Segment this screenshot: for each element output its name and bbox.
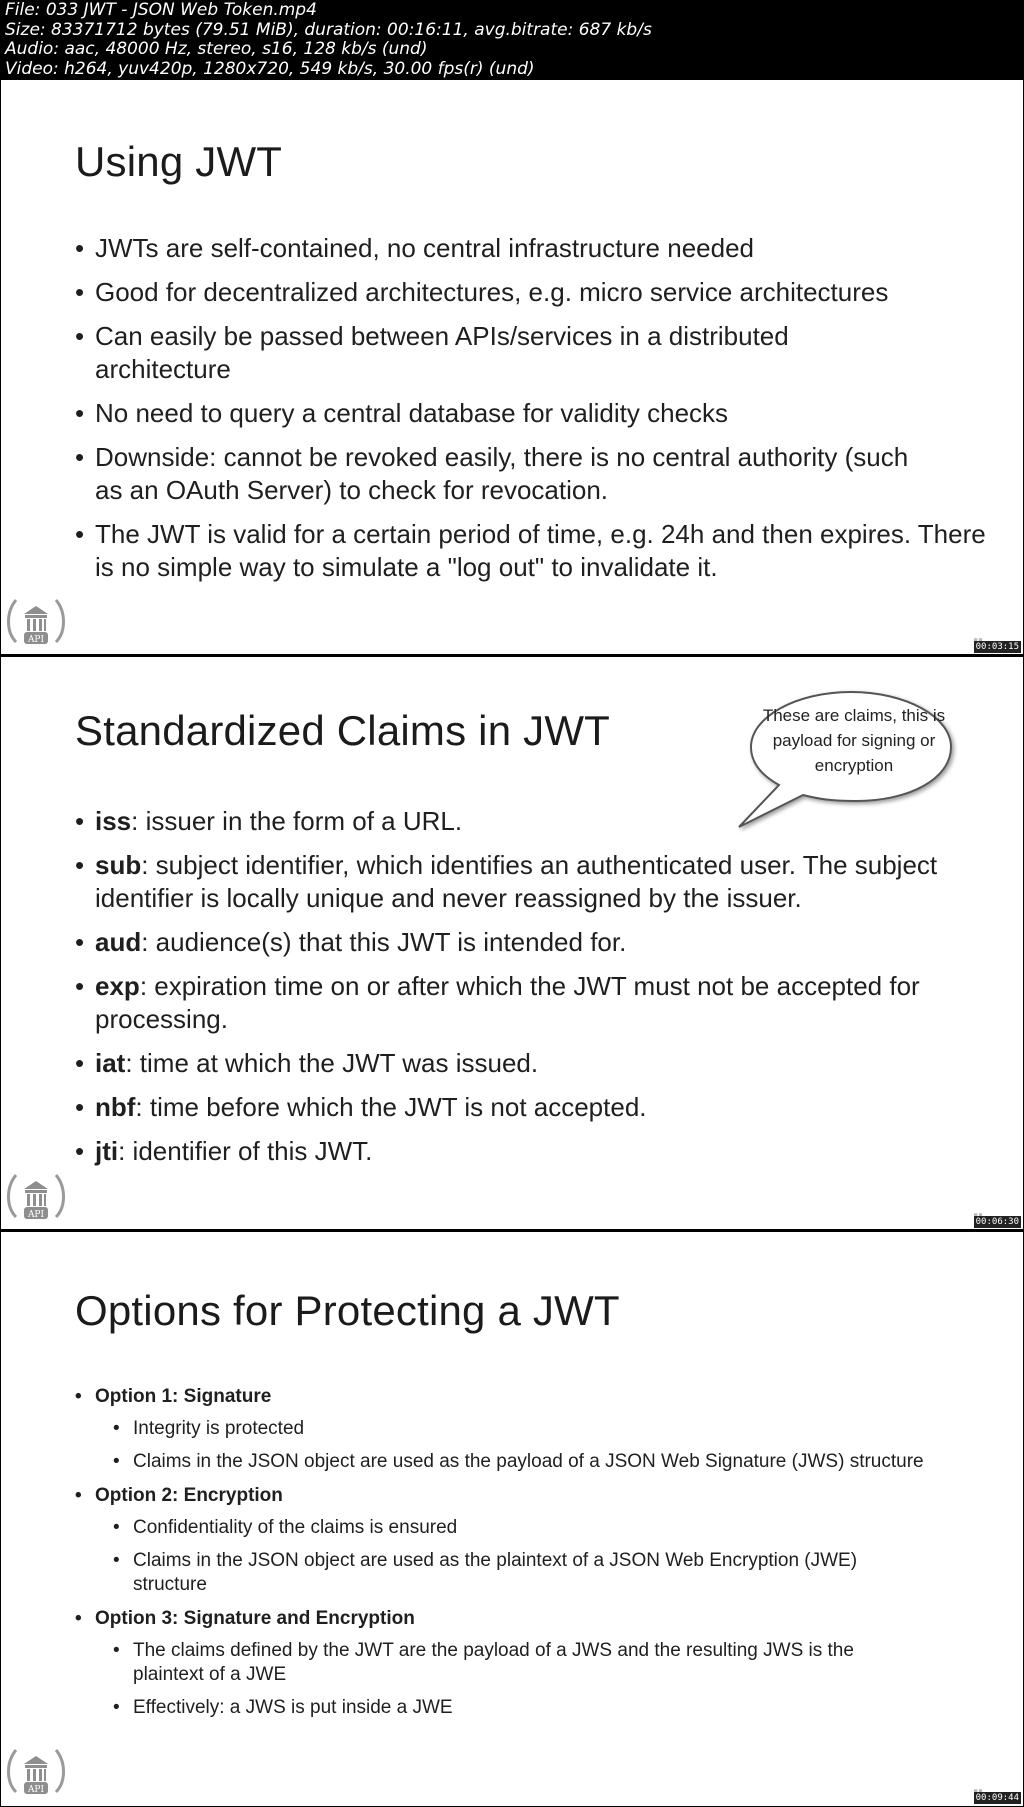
option-label: Option 3: Signature and Encryption xyxy=(95,1608,415,1629)
bullet-item: • Good for decentralized architectures, e.g. micro service architectures xyxy=(75,276,965,309)
slide-frame-3 xyxy=(1,1232,1023,1806)
slide-frame-1 xyxy=(1,80,1023,654)
claim-item xyxy=(75,1135,955,1168)
claim-key: exp xyxy=(95,971,140,1001)
api-laurel-logo-icon xyxy=(4,592,68,648)
sub-item: • Integrity is protected xyxy=(113,1417,963,1441)
file-name-line: File: 033 JWT - JSON Web Token.mp4 xyxy=(5,0,317,20)
claim-key: nbf xyxy=(95,1092,136,1122)
claim-key: jti xyxy=(95,1136,119,1166)
timestamp: 00:06:30 xyxy=(975,1217,1019,1227)
bullet-item: • Can easily be passed between APIs/services in a distributed architecture xyxy=(75,320,835,386)
option-sublist xyxy=(95,1417,975,1474)
timestamp: 00:03:15 xyxy=(975,642,1019,652)
option-label: Option 1: Signature xyxy=(95,1386,272,1407)
claim-key: aud xyxy=(95,927,142,957)
claim-text: : expiration time on or after which the JWT must not be accepted for processing. xyxy=(95,971,920,1034)
claim-item xyxy=(75,805,955,838)
size-line: Size: 83371712 bytes (79.51 MiB), duration: 00:16:11, avg.bitrate: 687 kb/s xyxy=(5,19,652,40)
claim-text: : subject identifier, which identifies an authenticated user. The subject identifier is locally unique and never reassigned by the issuer. xyxy=(95,850,938,913)
video-info-header xyxy=(0,0,1024,80)
slide-frame-2 xyxy=(1,657,1023,1229)
claim-item xyxy=(75,926,955,959)
bullet-item: • JWTs are self-contained, no central infrastructure needed xyxy=(75,232,965,265)
sub-item: • The claims defined by the JWT are the payload of a JWS and the resulting JWS is the plaintext of a JWE xyxy=(113,1639,923,1687)
bullet-item: • Downside: cannot be revoked easily, there is no central authority (such as an OAuth Server) to check for revocation. xyxy=(75,441,915,507)
option-item xyxy=(75,1606,975,1720)
bullet-list xyxy=(75,232,995,595)
video-line: Video: h264, yuv420p, 1280x720, 549 kb/s, 30.00 fps(r) (und) xyxy=(5,58,535,79)
api-laurel-logo-icon xyxy=(4,1742,68,1798)
logo-text: API xyxy=(27,635,45,645)
claim-item xyxy=(75,849,945,915)
option-sublist xyxy=(95,1516,975,1597)
claim-key: iat xyxy=(95,1048,126,1078)
claim-item xyxy=(75,1047,955,1080)
options-list xyxy=(75,1384,975,1729)
timestamp: 00:09:44 xyxy=(975,1793,1019,1803)
option-sublist xyxy=(95,1639,975,1720)
callout-text: These are claims, this is payload for signing or encryption xyxy=(762,706,946,775)
api-laurel-logo-icon xyxy=(4,1167,68,1223)
claim-text: : identifier of this JWT. xyxy=(118,1136,373,1166)
sub-item: • Claims in the JSON object are used as the payload of a JSON Web Signature (JWS) structure xyxy=(113,1450,963,1474)
claim-text: : time at which the JWT was issued. xyxy=(125,1048,539,1078)
claim-key: sub xyxy=(95,850,142,880)
slide-title: Standardized Claims in JWT xyxy=(75,707,611,754)
bullet-item: • No need to query a central database for validity checks xyxy=(75,397,965,430)
claim-key: iss xyxy=(95,806,132,836)
claim-text: : issuer in the form of a URL. xyxy=(131,806,463,836)
option-item xyxy=(75,1384,975,1474)
bullet-item: • The JWT is valid for a certain period of time, e.g. 24h and then expires. There is no simple way to simulate a "log out" to invalidate it. xyxy=(75,518,995,584)
slide-title: Options for Protecting a JWT xyxy=(75,1287,620,1334)
claim-text: : time before which the JWT is not accepted. xyxy=(135,1092,647,1122)
claim-item xyxy=(75,970,945,1036)
option-item xyxy=(75,1483,975,1597)
logo-text: API xyxy=(27,1210,45,1220)
sub-item: • Confidentiality of the claims is ensured xyxy=(113,1516,963,1540)
claim-text: : audience(s) that this JWT is intended for. xyxy=(141,927,627,957)
option-label: Option 2: Encryption xyxy=(95,1485,283,1506)
audio-line: Audio: aac, 48000 Hz, stereo, s16, 128 kb/s (und) xyxy=(5,39,428,59)
sub-item: • Effectively: a JWS is put inside a JWE xyxy=(113,1696,963,1720)
logo-text: API xyxy=(27,1785,45,1795)
claims-list xyxy=(75,805,955,1179)
sub-item: • Claims in the JSON object are used as the plaintext of a JSON Web Encryption (JWE) structure xyxy=(113,1549,913,1597)
claim-item xyxy=(75,1091,955,1124)
slide-title: Using JWT xyxy=(75,138,283,185)
